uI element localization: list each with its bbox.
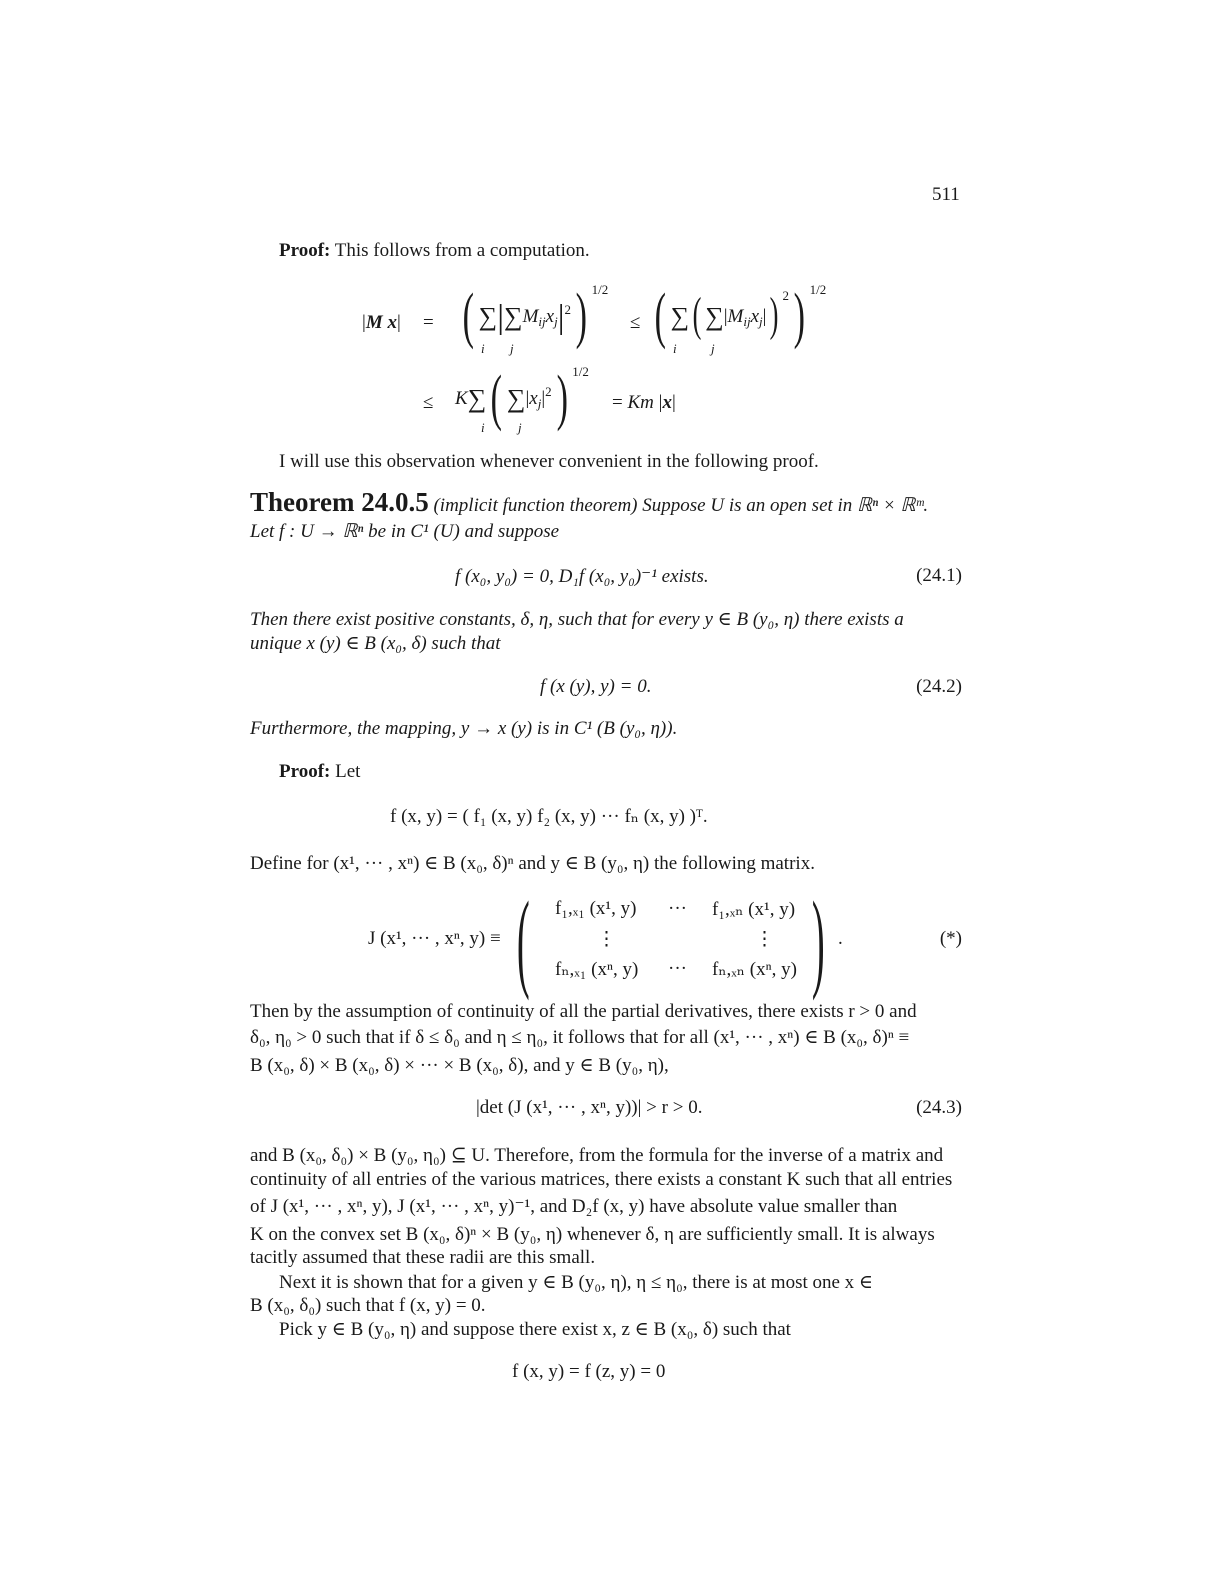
sum-index-j-3: j <box>518 420 522 435</box>
final-equation: f (x, y) = f (z, y) = 0 <box>512 1361 666 1382</box>
pick-text: Pick y ∈ B (y₀, η) and suppose there exist x, z ∈ B (x₀, δ) such that <box>279 1319 791 1340</box>
matrix-r2c3: ⋮ <box>755 929 774 950</box>
theorem-heading <box>250 487 928 518</box>
theorem-line2: Let f : U → ℝⁿ be in C¹ (U) and suppose <box>250 521 560 542</box>
paragraph-line4: K on the convex set B (x₀, δ)ⁿ × B (y₀, η) whenever δ, η are sufficiently small. It is always <box>250 1224 935 1245</box>
next-line2: B (x₀, δ₀) such that f (x, y) = 0. <box>250 1295 486 1316</box>
sum-index-j: j <box>510 341 514 356</box>
proof-text: This follows from a computation. <box>334 240 590 261</box>
matrix-r1c3: f₁,ₓₙ (x¹, y) <box>712 899 796 920</box>
equation-number-star: (*) <box>939 928 962 949</box>
paragraph-line2: continuity of all entries of the various matrices, there exists a constant K such that all entries <box>250 1169 953 1190</box>
page-number: 511 <box>932 184 960 205</box>
matrix-r3c3: fₙ,ₓₙ (xⁿ, y) <box>712 959 797 980</box>
matrix-lhs: J (x¹, ··· , xⁿ, y) ≡ <box>368 928 501 949</box>
proof-paragraph <box>279 240 590 262</box>
continuity-line3: B (x₀, δ) × B (x₀, δ) × ··· × B (x₀, δ), and y ∈ B (y₀, η), <box>250 1055 669 1076</box>
theorem-then-line1: Then there exist positive constants, δ, η, such that for every y ∈ B (y₀, η) there exists a <box>250 609 904 630</box>
paragraph-line1: and B (x₀, δ₀) × B (y₀, η₀) ⊆ U. Therefore, from the formula for the inverse of a matrix and <box>250 1145 944 1166</box>
rhs-second: ( ∑( $\sum|M_{ij}x_j|$) $^2$) $^{1/2}$ <box>654 282 827 350</box>
matrix-r3c1: fₙ,ₓ₁ (xⁿ, y) <box>555 959 639 980</box>
continuity-line1: Then by the assumption of continuity of all the partial derivatives, there exists r > 0 and <box>250 1001 917 1022</box>
observation-text: I will use this observation whenever convenient in the following proof. <box>279 451 819 472</box>
leq-sign: ≤ <box>630 312 641 333</box>
proof2-paragraph <box>279 761 360 783</box>
lhs-norm: |M x| <box>362 312 401 333</box>
rhs-km: = Km |x| <box>612 392 676 413</box>
leq-sign-2: ≤ <box>423 392 434 413</box>
equals-sign: = <box>423 312 434 333</box>
equation-24-1: f (x₀, y₀) = 0, D₁f (x₀, y₀)⁻¹ exists. <box>455 566 709 587</box>
theorem-then-line2: unique x (y) ∈ B (x₀, δ) such that <box>250 633 501 654</box>
paragraph-line5: tacitly assumed that these radii are this small. <box>250 1247 596 1268</box>
matrix-right-paren: ) <box>811 879 825 1001</box>
matrix-left-paren: ( <box>516 879 530 1001</box>
equation-number-24-1: (24.1) <box>916 565 962 586</box>
matrix-r1c2: ··· <box>668 898 687 919</box>
theorem-name: (implicit function theorem) <box>433 495 638 516</box>
equation-number-24-2: (24.2) <box>916 676 962 697</box>
proof-label: Proof: <box>279 240 331 261</box>
matrix-period: . <box>838 928 843 949</box>
continuity-line2: δ₀, η₀ > 0 such that if δ ≤ δ₀ and η ≤ η₀, it follows that for all (x¹, ··· , xⁿ) ∈ B (x₀, δ)ⁿ ≡ <box>250 1027 910 1048</box>
equation-number-24-3: (24.3) <box>916 1097 962 1118</box>
matrix-r1c1: f₁,ₓ₁ (x¹, y) <box>555 898 637 919</box>
sum-index-i-2: i <box>673 341 677 356</box>
sum-index-j-2: j <box>711 341 715 356</box>
theorem-furthermore: Furthermore, the mapping, y → x (y) is in C¹ (B (y₀, η)). <box>250 718 678 739</box>
f-definition: f (x, y) = ( f₁ (x, y) f₂ (x, y) ··· fₙ (x, y) )ᵀ. <box>390 806 708 827</box>
equation-24-3: |det (J (x¹, ··· , xⁿ, y))| > r > 0. <box>476 1097 703 1118</box>
proof2-label: Proof: <box>279 761 331 782</box>
matrix-r2c1: ⋮ <box>597 929 616 950</box>
theorem-intro: Suppose U is an open set in ℝⁿ × ℝᵐ. <box>642 495 929 516</box>
theorem-label: Theorem 24.0.5 <box>250 487 429 517</box>
proof2-text: Let <box>335 761 361 782</box>
matrix-r3c2: ··· <box>668 958 687 979</box>
define-text: Define for (x¹, ··· , xⁿ) ∈ B (x₀, δ)ⁿ and y ∈ B (y₀, η) the following matrix. <box>250 853 815 874</box>
sum-index-i-3: i <box>481 420 485 435</box>
equation-24-2: f (x (y), y) = 0. <box>540 676 652 697</box>
next-line1: Next it is shown that for a given y ∈ B (y₀, η), η ≤ η₀, there is at most one x ∈ <box>279 1272 874 1293</box>
rhs-third: K∑( $\sum|x_j|^2$) $^{1/2}$ <box>455 364 589 432</box>
sum-index-i: i <box>481 341 485 356</box>
paragraph-line3: of J (x¹, ··· , xⁿ, y), J (x¹, ··· , xⁿ, y)⁻¹, and D₂f (x, y) have absolute value smaller than <box>250 1196 898 1217</box>
rhs-first: ( $\sum|\sum M_{ij}x_j|^2$) $^{1/2}$ <box>462 282 609 350</box>
